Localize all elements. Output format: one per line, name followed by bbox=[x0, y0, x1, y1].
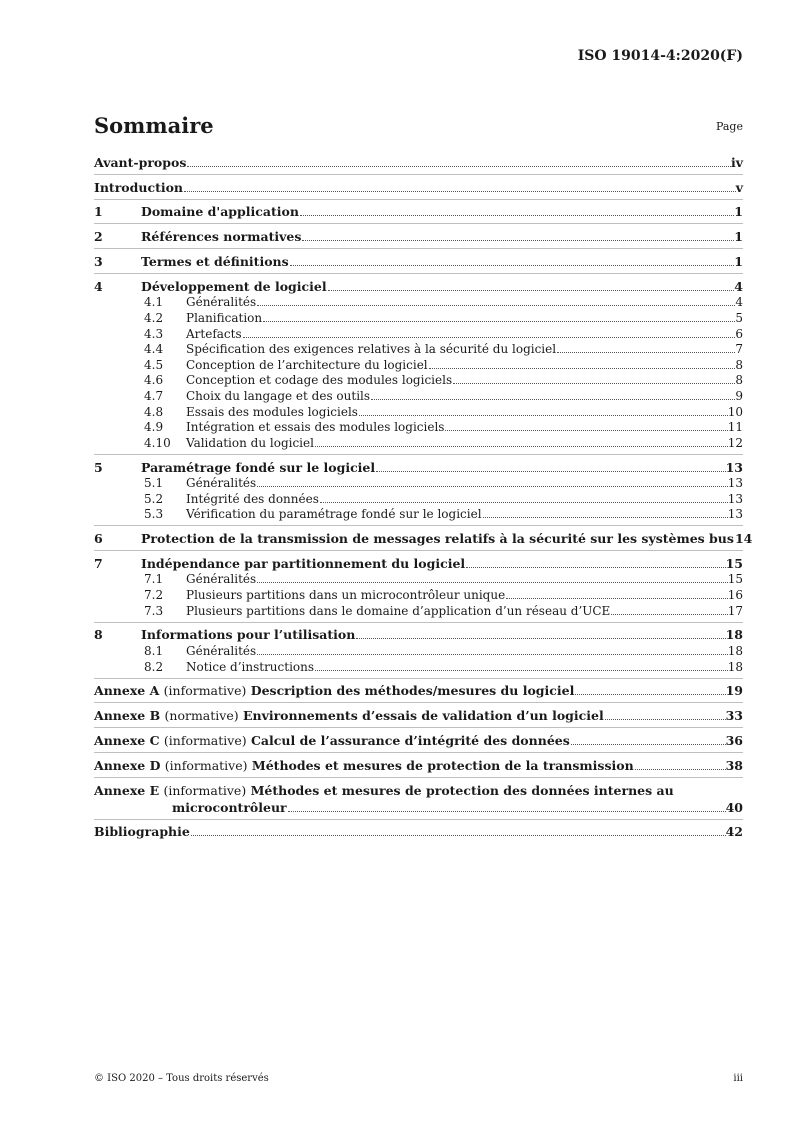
dot-leader bbox=[257, 486, 728, 487]
dot-leader bbox=[187, 166, 731, 167]
toc-entry[interactable] bbox=[94, 227, 743, 244]
toc-entry-page: 19 bbox=[725, 683, 743, 699]
toc-entry-number: 4.2 bbox=[144, 310, 164, 325]
toc-entry-number: 7.1 bbox=[144, 572, 164, 587]
dot-leader bbox=[257, 582, 728, 583]
dot-leader bbox=[320, 502, 728, 503]
toc-entry-number: 7.2 bbox=[144, 588, 164, 603]
dot-leader bbox=[571, 744, 726, 745]
toc-entry[interactable] bbox=[94, 403, 743, 419]
toc-divider bbox=[94, 174, 743, 175]
toc-divider bbox=[94, 273, 743, 274]
toc-entry-number: 5.1 bbox=[144, 476, 164, 491]
dot-leader bbox=[356, 638, 725, 639]
toc-entry-number: 7 bbox=[94, 555, 103, 571]
toc-entry[interactable] bbox=[94, 586, 743, 602]
toc-entry[interactable] bbox=[94, 434, 743, 450]
toc-entry-number: 5 bbox=[94, 459, 103, 475]
toc-entry-title: Notice d’instructions bbox=[186, 659, 315, 674]
toc-entry-number: 3 bbox=[94, 253, 103, 269]
dot-leader bbox=[257, 654, 728, 655]
toc-entry-title: Spécification des exigences relatives à la sécurité du logiciel bbox=[186, 342, 557, 357]
toc-entry-page: iv bbox=[730, 154, 743, 170]
toc-entry[interactable] bbox=[94, 642, 743, 658]
toc-entry-title: Domaine d'application bbox=[141, 204, 299, 220]
annex-prefix: Annexe B bbox=[94, 708, 161, 724]
toc-entry-number: 4.10 bbox=[144, 435, 171, 450]
dot-leader bbox=[445, 430, 727, 431]
toc-entry[interactable] bbox=[94, 756, 743, 773]
toc-entry-page: 1 bbox=[734, 204, 743, 220]
toc-divider bbox=[94, 550, 743, 551]
toc-entry-page: 18 bbox=[727, 644, 743, 659]
toc-entry[interactable] bbox=[94, 506, 743, 522]
toc-entry-page: 18 bbox=[727, 659, 743, 674]
toc-divider bbox=[94, 702, 743, 703]
dot-leader bbox=[557, 352, 735, 353]
dot-leader bbox=[302, 240, 734, 241]
toc-divider bbox=[94, 622, 743, 623]
toc-entry[interactable] bbox=[94, 823, 743, 840]
toc-entry[interactable] bbox=[94, 658, 743, 674]
toc-divider bbox=[94, 819, 743, 820]
toc-entry[interactable] bbox=[94, 706, 743, 723]
toc-divider bbox=[94, 199, 743, 200]
toc-entry-title: Choix du langage et des outils bbox=[186, 388, 371, 403]
table-of-contents bbox=[94, 153, 753, 840]
toc-entry-number: 4.1 bbox=[144, 295, 164, 310]
toc-entry-page: 13 bbox=[727, 507, 743, 522]
toc-entry-title: Termes et définitions bbox=[141, 253, 289, 269]
toc-entry-page: 18 bbox=[725, 627, 743, 643]
toc-entry[interactable] bbox=[94, 475, 743, 491]
toc-entry-title: Calcul de l’assurance d’intégrité des données bbox=[250, 733, 570, 749]
dot-leader bbox=[359, 415, 728, 416]
toc-entry[interactable] bbox=[94, 458, 743, 475]
toc-entry-page: 40 bbox=[725, 799, 743, 815]
toc-entry-number: 8 bbox=[94, 627, 103, 643]
toc-entry[interactable] bbox=[94, 602, 743, 618]
toc-entry[interactable] bbox=[94, 178, 743, 195]
annex-type: (informative) bbox=[163, 733, 247, 749]
page-number: iii bbox=[733, 1073, 743, 1084]
toc-entry[interactable] bbox=[94, 419, 743, 435]
toc-entry-title: Références normatives bbox=[141, 229, 302, 245]
dot-leader bbox=[635, 769, 726, 770]
toc-entry-number: 8.2 bbox=[144, 659, 164, 674]
toc-entry[interactable] bbox=[94, 529, 753, 547]
toc-entry[interactable] bbox=[94, 682, 743, 699]
toc-entry-title: Généralités bbox=[186, 572, 257, 587]
toc-entry[interactable] bbox=[94, 781, 743, 798]
toc-entry-page: 14 bbox=[734, 531, 753, 547]
toc-entry-title: Description des méthodes/mesures du logiciel bbox=[250, 683, 575, 699]
dot-leader bbox=[466, 567, 725, 568]
toc-entry[interactable] bbox=[94, 356, 743, 372]
toc-entry-title: Méthodes et mesures de protection de la transmission bbox=[251, 757, 634, 773]
toc-entry-number: 4.7 bbox=[144, 388, 164, 403]
toc-entry-number: 5.3 bbox=[144, 507, 164, 522]
toc-entry-number: 8.1 bbox=[144, 644, 164, 659]
toc-entry-title: Informations pour l’utilisation bbox=[141, 627, 356, 643]
dot-leader bbox=[184, 191, 736, 192]
toc-divider bbox=[94, 248, 743, 249]
toc-entry-page: 13 bbox=[725, 459, 743, 475]
toc-entry-page: 9 bbox=[735, 388, 743, 403]
toc-entry-number: 5.2 bbox=[144, 491, 164, 506]
copyright-notice: © ISO 2020 – Tous droits réservés bbox=[94, 1073, 269, 1084]
dot-leader bbox=[371, 399, 735, 400]
toc-entry-page: 5 bbox=[735, 310, 743, 325]
toc-entry-page: 4 bbox=[735, 295, 743, 310]
toc-entry-page: 13 bbox=[727, 491, 743, 506]
toc-entry-title: Paramétrage fondé sur le logiciel bbox=[141, 459, 376, 475]
toc-divider bbox=[94, 223, 743, 224]
toc-divider bbox=[94, 454, 743, 455]
dot-leader bbox=[453, 383, 735, 384]
annex-type: (informative) bbox=[163, 782, 247, 798]
toc-divider bbox=[94, 678, 743, 679]
toc-entry-title: Généralités bbox=[186, 644, 257, 659]
toc-entry-number: 4.9 bbox=[144, 420, 164, 435]
annex-type: (informative) bbox=[164, 757, 248, 773]
toc-entry-number: 4.6 bbox=[144, 373, 164, 388]
toc-entry-page: 16 bbox=[727, 588, 743, 603]
dot-leader bbox=[300, 215, 734, 216]
toc-entry-title: Planification bbox=[186, 310, 263, 325]
toc-entry-title: Protection de la transmission de messages relatifs à la sécurité sur les systèmes bus bbox=[141, 531, 734, 547]
toc-entry-title: Développement de logiciel bbox=[141, 278, 327, 294]
toc-entry-page: 6 bbox=[735, 326, 743, 341]
toc-entry-number: 1 bbox=[94, 204, 103, 220]
toc-entry-title: Environnements d’essais de validation d’un logiciel bbox=[242, 708, 604, 724]
toc-entry[interactable] bbox=[94, 490, 743, 506]
dot-leader bbox=[506, 598, 728, 599]
toc-entry-page: 38 bbox=[725, 757, 743, 773]
annex-prefix: Annexe E bbox=[94, 782, 160, 798]
toc-entry-title: Validation du logiciel bbox=[186, 435, 314, 450]
dot-leader bbox=[191, 835, 726, 836]
toc-entry-page: 42 bbox=[725, 824, 743, 840]
toc-entry-number: 4.8 bbox=[144, 404, 164, 419]
annex-label bbox=[94, 784, 674, 798]
annex-type: (informative) bbox=[163, 683, 247, 699]
toc-entry-title: Introduction bbox=[94, 179, 184, 195]
toc-entry-number: 4.5 bbox=[144, 357, 164, 372]
toc-entry-page: 13 bbox=[727, 476, 743, 491]
dot-leader bbox=[257, 305, 735, 306]
toc-entry-page: 36 bbox=[725, 733, 743, 749]
toc-entry-title: Méthodes et mesures de protection des données internes au bbox=[250, 782, 674, 798]
toc-entry[interactable] bbox=[94, 277, 743, 294]
toc-entry[interactable] bbox=[94, 252, 743, 269]
dot-leader bbox=[429, 368, 736, 369]
annex-label bbox=[94, 709, 604, 723]
toc-entry-number: 4.4 bbox=[144, 342, 164, 357]
toc-entry-page: 15 bbox=[727, 572, 743, 587]
toc-entry[interactable] bbox=[94, 309, 743, 325]
annex-prefix: Annexe C bbox=[94, 733, 160, 749]
dot-leader bbox=[611, 614, 727, 615]
toc-entry-page: 12 bbox=[727, 435, 743, 450]
toc-entry-number: 2 bbox=[94, 229, 103, 245]
dot-leader bbox=[243, 337, 736, 338]
annex-label bbox=[94, 684, 574, 698]
annex-label bbox=[94, 734, 570, 748]
dot-leader bbox=[288, 811, 726, 812]
toc-entry-page: 11 bbox=[727, 420, 743, 435]
toc-entry-page: 10 bbox=[727, 404, 743, 419]
toc-entry-title: Avant-propos bbox=[94, 154, 187, 170]
toc-entry[interactable] bbox=[94, 626, 743, 643]
dot-leader bbox=[483, 517, 728, 518]
annex-label bbox=[94, 759, 634, 773]
toc-entry-page: 33 bbox=[725, 708, 743, 724]
toc-entry-page: v bbox=[735, 179, 743, 195]
document-id: ISO 19014-4:2020(F) bbox=[577, 48, 743, 64]
toc-entry-page: 1 bbox=[734, 253, 743, 269]
dot-leader bbox=[315, 446, 728, 447]
toc-entry-title: Intégration et essais des modules logiciels bbox=[186, 420, 445, 435]
toc-entry-number: 7.3 bbox=[144, 603, 164, 618]
annex-prefix: Annexe A bbox=[94, 683, 160, 699]
page-column-label: Page bbox=[715, 120, 743, 133]
toc-divider bbox=[94, 752, 743, 753]
toc-entry-title: Intégrité des données bbox=[186, 491, 319, 506]
toc-entry-title: Plusieurs partitions dans le domaine d’application d’un réseau d’UCE bbox=[186, 603, 611, 618]
toc-entry[interactable] bbox=[94, 203, 743, 220]
toc-entry-title: Indépendance par partitionnement du logiciel bbox=[141, 555, 466, 571]
dot-leader bbox=[290, 265, 735, 266]
dot-leader bbox=[263, 321, 735, 322]
toc-entry-title: Vérification du paramétrage fondé sur le logiciel bbox=[186, 507, 482, 522]
toc-divider bbox=[94, 777, 743, 778]
toc-entry-title-cont: microcontrôleur bbox=[172, 799, 287, 815]
annex-type: (normative) bbox=[164, 708, 239, 724]
toc-entry-page: 15 bbox=[725, 555, 743, 571]
toc-entry-title: Bibliographie bbox=[94, 824, 190, 840]
toc-entry-page: 8 bbox=[735, 357, 743, 372]
toc-entry[interactable] bbox=[94, 571, 743, 587]
toc-entry[interactable] bbox=[94, 325, 743, 341]
toc-entry-title: Conception de l’architecture du logiciel bbox=[186, 357, 428, 372]
toc-entry-title: Généralités bbox=[186, 295, 257, 310]
toc-entry-page: 1 bbox=[734, 229, 743, 245]
toc-entry-number: 6 bbox=[94, 531, 103, 547]
annex-prefix: Annexe D bbox=[94, 757, 161, 773]
toc-entry[interactable] bbox=[94, 387, 743, 403]
toc-entry[interactable] bbox=[94, 294, 743, 310]
toc-entry[interactable] bbox=[94, 341, 743, 357]
toc-entry-title: Généralités bbox=[186, 476, 257, 491]
toc-entry[interactable] bbox=[94, 731, 743, 748]
dot-leader bbox=[376, 471, 725, 472]
toc-entry-title: Essais des modules logiciels bbox=[186, 404, 358, 419]
dot-leader bbox=[328, 290, 735, 291]
toc-entry-page: 8 bbox=[735, 373, 743, 388]
toc-entry-title: Plusieurs partitions dans un microcontrôleur unique bbox=[186, 588, 506, 603]
toc-entry-page: 7 bbox=[735, 342, 743, 357]
page-title: Sommaire bbox=[94, 113, 214, 138]
toc-entry[interactable] bbox=[94, 554, 743, 571]
toc-entry[interactable] bbox=[94, 372, 743, 388]
toc-entry[interactable] bbox=[94, 153, 743, 170]
dot-leader bbox=[605, 719, 726, 720]
dot-leader bbox=[315, 670, 728, 671]
toc-divider bbox=[94, 525, 743, 526]
toc-entry-title: Artefacts bbox=[186, 326, 242, 341]
toc-entry-number: 4.3 bbox=[144, 326, 164, 341]
dot-leader bbox=[575, 694, 725, 695]
toc-entry-page: 4 bbox=[734, 278, 743, 294]
toc-entry-continuation[interactable] bbox=[94, 798, 743, 815]
toc-entry-title: Conception et codage des modules logiciels bbox=[186, 373, 453, 388]
toc-entry-page: 17 bbox=[727, 603, 743, 618]
toc-divider bbox=[94, 727, 743, 728]
toc-entry-number: 4 bbox=[94, 278, 103, 294]
